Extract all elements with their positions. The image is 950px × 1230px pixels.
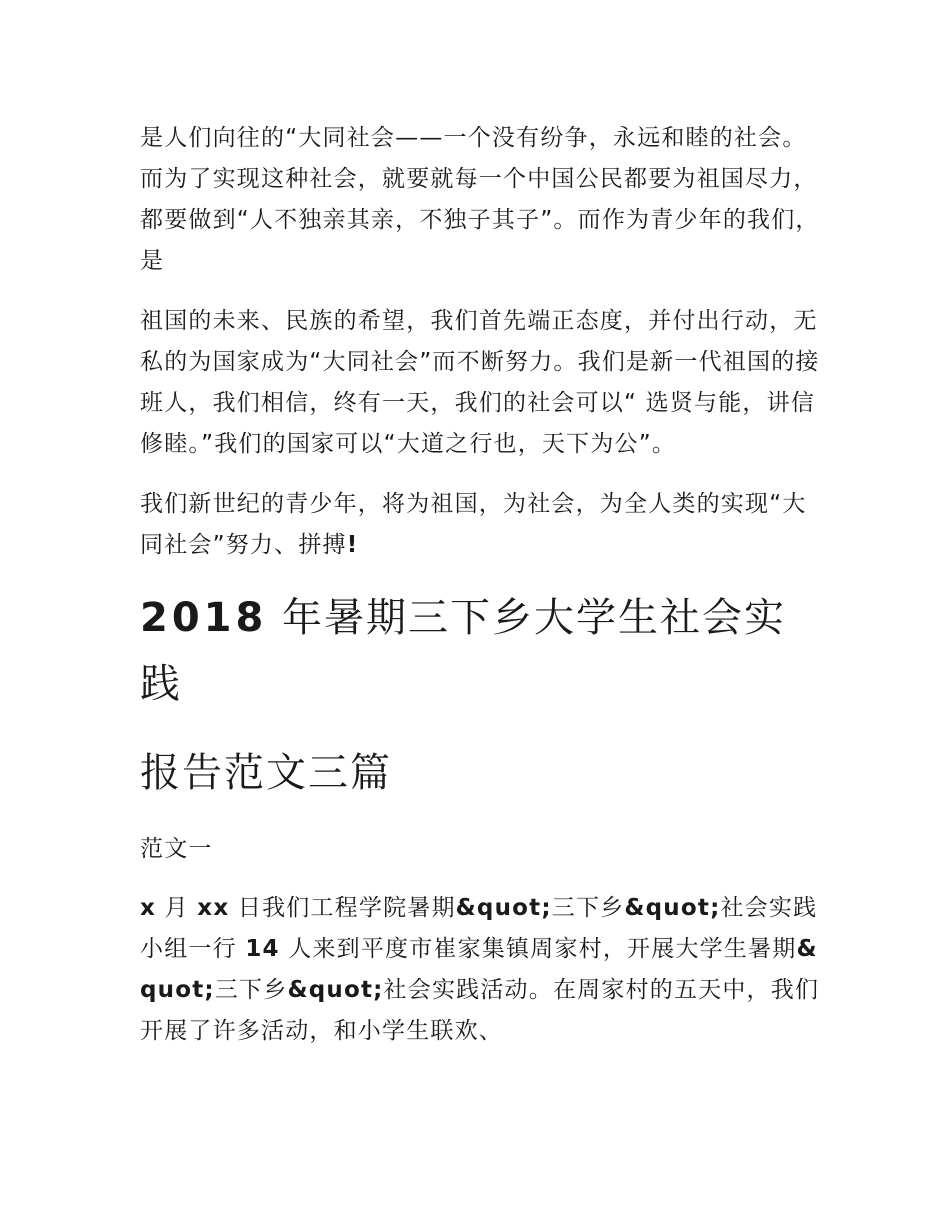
sub-title: 报告范文三篇 [140,750,392,796]
quot-entity: &quot; [624,895,721,921]
quot-entity: &quot; [287,977,384,1003]
body-seg: 社会实践小组一行 [140,895,818,962]
body-seg: 社会实践活动。在周家村的五天中，我们开展了许多活动，和小学生联欢、 [140,977,820,1044]
main-title [140,585,820,717]
body-seg: 三下乡 [214,977,288,1003]
body-seg: xx [197,895,230,921]
paragraph-datong-society: 是人们向往的“大同社会——一个没有纷争，永远和睦的社会。而为了实现这种社会，就要就每一个中国公民都要为祖国尽力，都要做到“人不独亲其亲，不独子其子”。而作为青少年的我们，是 [140,125,820,274]
quot-entity: &quot; [455,895,552,921]
paragraph-future-hope: 祖国的未来、民族的希望，我们首先端正态度，并付出行动，无私的为国家成为“大同社会”而不断努力。我们是新一代祖国的接班人，我们相信，终有一天，我们的社会可以“ 选贤与能，讲信修睦。”我们的国家可以“大道之行也，天下为公”。 [140,308,820,457]
exclamation-mark: ! [346,532,359,558]
main-title-text: 年暑期三下乡大学生社会实践 [140,595,787,707]
body-seg: 14 [245,936,280,962]
paragraph-youth-effort-text: 我们新世纪的青少年，将为祖国，为社会，为全人类的实现“大同社会”努力、拼搏 [140,491,807,558]
body-seg: 人来到平度市崔家集镇周家村，开展大学生暑期 [279,936,797,962]
paragraph-youth-effort [140,484,820,566]
body-seg: 三下乡 [551,895,625,921]
quot-entity: &quot; [140,936,818,1003]
body-seg: 月 [156,895,198,921]
body-seg: 日我们工程学院暑期 [229,895,456,921]
main-title-year: 2018 [140,595,268,641]
paragraph-practice-report [140,888,820,1052]
document-page [140,118,820,1071]
body-seg: x [140,895,157,921]
section-label: 范文一 [140,836,213,862]
